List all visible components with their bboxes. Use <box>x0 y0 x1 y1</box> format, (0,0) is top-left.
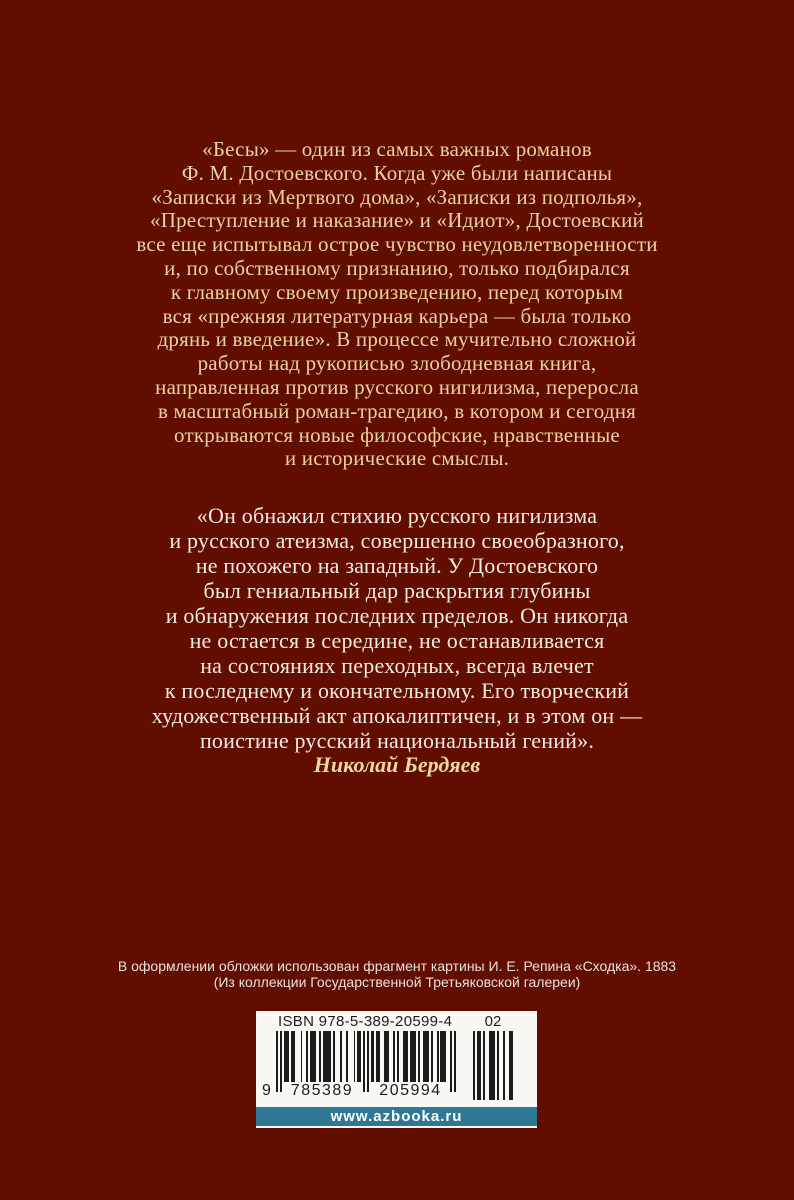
quote-attribution: Николай Бердяев <box>313 752 481 777</box>
text-line: не похожего на западный. У Достоевского <box>195 553 599 578</box>
text-line: и исторические смыслы. <box>284 446 510 471</box>
text-line: работы над рукописью злободневная книга, <box>197 351 597 376</box>
text-line: к главному своему произведению, перед которым <box>170 279 624 304</box>
annotation-block <box>0 138 794 471</box>
text-line: поистине русский национальный гений». <box>199 728 595 753</box>
ean13-left-digits: 785389 <box>283 1082 361 1100</box>
text-line: на состояниях переходных, всегда влечет <box>200 653 594 678</box>
text-line: дрянь и введение». В процессе мучительно сложной <box>157 327 637 352</box>
publisher-website: www.azbooka.ru <box>330 1108 463 1125</box>
text-line: в масштабный роман-трагедию, в котором и сегодня <box>157 398 637 423</box>
text-line: и обнаружения последних пределов. Он никогда <box>165 603 629 628</box>
publisher-website-band <box>256 1107 537 1126</box>
isbn-number: ISBN 978-5-389-20599-4 <box>278 1013 453 1030</box>
text-line: «Преступление и наказание» и «Идиот», Достоевский <box>150 208 644 233</box>
text-line: и, по собственному признанию, только подбирался <box>164 255 630 280</box>
cover-credit <box>0 959 794 990</box>
text-line: и русского атеизма, совершенно своеобразного, <box>169 528 625 553</box>
barcode-panel <box>256 1011 537 1128</box>
text-line: В оформлении обложки использован фрагмент картины И. Е. Репина «Сходка». 1883 <box>117 958 677 974</box>
barcode-addon-label: 02 <box>484 1013 502 1030</box>
text-line: открываются новые философские, нравственные <box>174 422 620 447</box>
ean13-right-digits: 205994 <box>371 1082 450 1100</box>
ean13-first-digit: 9 <box>262 1082 271 1099</box>
addon-barcode <box>473 1031 513 1100</box>
text-line: к последнему и окончательному. Его творческий <box>164 678 630 703</box>
text-line: «Он обнажил стихию русского нигилизма <box>196 503 598 528</box>
quote-block <box>0 503 794 753</box>
text-line: все еще испытывал острое чувство неудовлетворенности <box>136 232 658 257</box>
text-line: Ф. М. Достоевского. Когда уже были написаны <box>181 160 613 185</box>
text-line: направленная против русского нигилизма, переросла <box>155 374 639 399</box>
text-line: «Бесы» — один из самых важных романов <box>202 137 592 161</box>
text-line: был гениальный дар раскрытия глубины <box>203 578 591 603</box>
text-line: не остается в середине, не останавливается <box>189 628 605 653</box>
text-line: вся «прежняя литературная карьера — была только <box>162 303 632 328</box>
text-line: художественный акт апокалиптичен, и в этом он — <box>151 703 643 728</box>
text-line: (Из коллекции Государственной Третьяковской галереи) <box>213 973 581 990</box>
text-line: «Записки из Мертвого дома», «Записки из подполья», <box>151 184 643 209</box>
